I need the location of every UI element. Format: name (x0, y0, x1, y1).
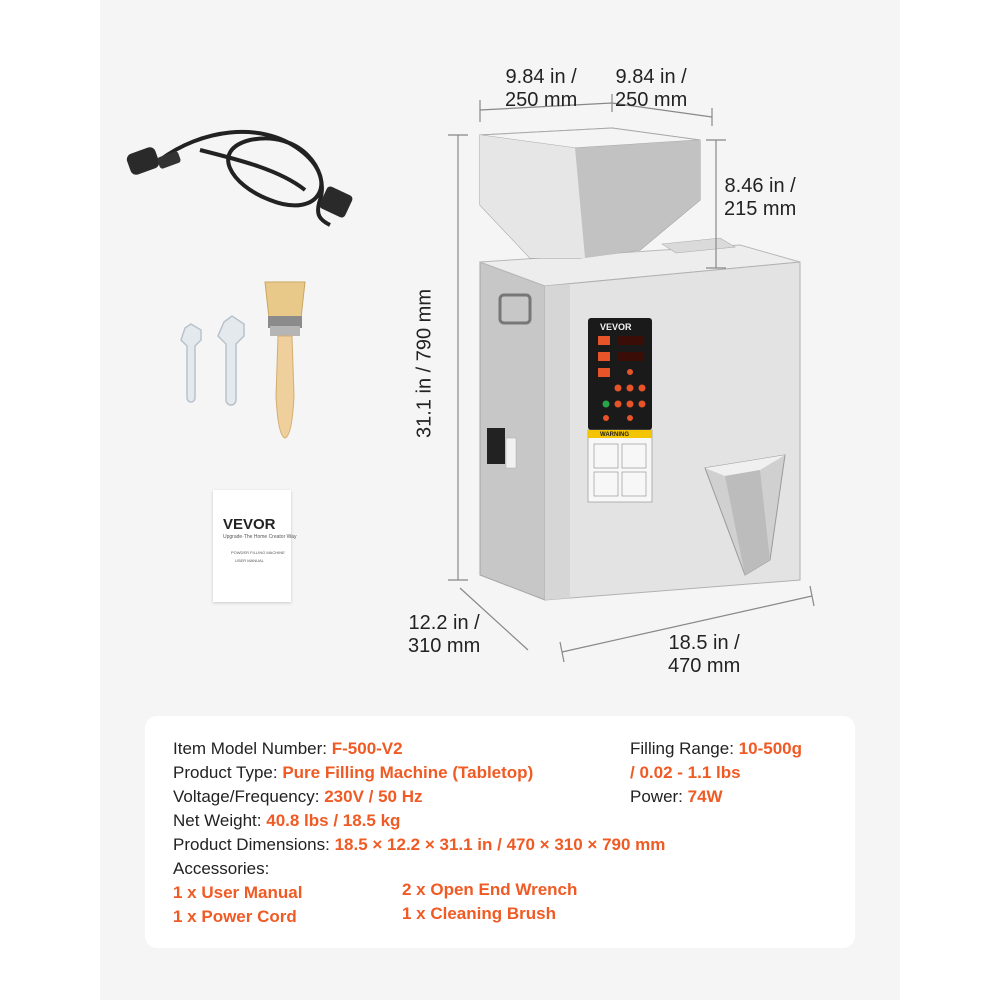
power-socket-icon (487, 428, 505, 464)
spec-weight-label: Net Weight: (173, 811, 267, 830)
spec-voltage-value: 230V / 50 Hz (324, 787, 423, 806)
dim-width: 18.5 in / 470 mm (668, 632, 741, 677)
spec-model (173, 738, 403, 759)
dim-total-height: 31.1 in / 790 mm (413, 289, 436, 438)
spec-range-value-2: / 0.02 - 1.1 lbs (630, 763, 741, 782)
power-cord-icon (125, 132, 354, 225)
cleaning-brush-icon (265, 282, 305, 438)
accessory-item: 1 x Power Cord (173, 907, 297, 926)
accessory-item: 1 x Cleaning Brush (402, 904, 556, 923)
spec-dimensions-label: Product Dimensions: (173, 835, 335, 854)
spec-type-label: Product Type: (173, 763, 283, 782)
spec-type (173, 762, 533, 783)
manual-title: POWDER FILLING MACHINE (231, 550, 285, 555)
spec-type-value: Pure Filling Machine (Tabletop) (282, 763, 534, 782)
user-manual (213, 490, 297, 602)
wrench-icon (181, 316, 244, 405)
spec-card (145, 716, 855, 948)
spec-range-label: Filling Range: (630, 739, 739, 758)
control-panel (588, 318, 652, 430)
manual-brand: VEVOR (223, 516, 276, 533)
spec-weight (173, 810, 400, 831)
spec-model-value: F-500-V2 (331, 739, 403, 758)
warning-label: WARNING (600, 432, 629, 438)
spec-filling-range (630, 738, 802, 759)
accessory-item: 2 x Open End Wrench (402, 880, 578, 899)
accessory-item: 1 x User Manual (173, 883, 303, 902)
panel-brand-label: VEVOR (600, 322, 632, 332)
spec-range-value: 10-500g (738, 739, 802, 758)
spec-voltage-label: Voltage/Frequency: (173, 787, 325, 806)
warning-sticker (588, 430, 652, 502)
hopper (480, 128, 700, 258)
dim-hopper-height: 8.46 in / 215 mm (724, 175, 797, 220)
manual-subtitle: USER MANUAL (235, 558, 264, 563)
spec-model-label: Item Model Number: (173, 739, 332, 758)
spec-weight-value: 40.8 lbs / 18.5 kg (266, 811, 401, 830)
dim-top-right: 9.84 in / 250 mm (615, 66, 688, 111)
spec-power-value: 74W (687, 787, 723, 806)
spec-accessories-label: Accessories: (173, 859, 270, 878)
spec-voltage (173, 786, 423, 807)
dim-depth: 12.2 in / 310 mm (408, 612, 481, 657)
dim-top-left: 9.84 in / 250 mm (505, 66, 578, 111)
spec-dimensions-value: 18.5 × 12.2 × 31.1 in / 470 × 310 × 790 mm (334, 835, 666, 854)
spec-power (630, 786, 723, 807)
spec-dimensions (173, 834, 665, 855)
manual-tagline: Upgrade·The Home Creator Way (223, 534, 297, 540)
spec-power-label: Power: (630, 787, 688, 806)
